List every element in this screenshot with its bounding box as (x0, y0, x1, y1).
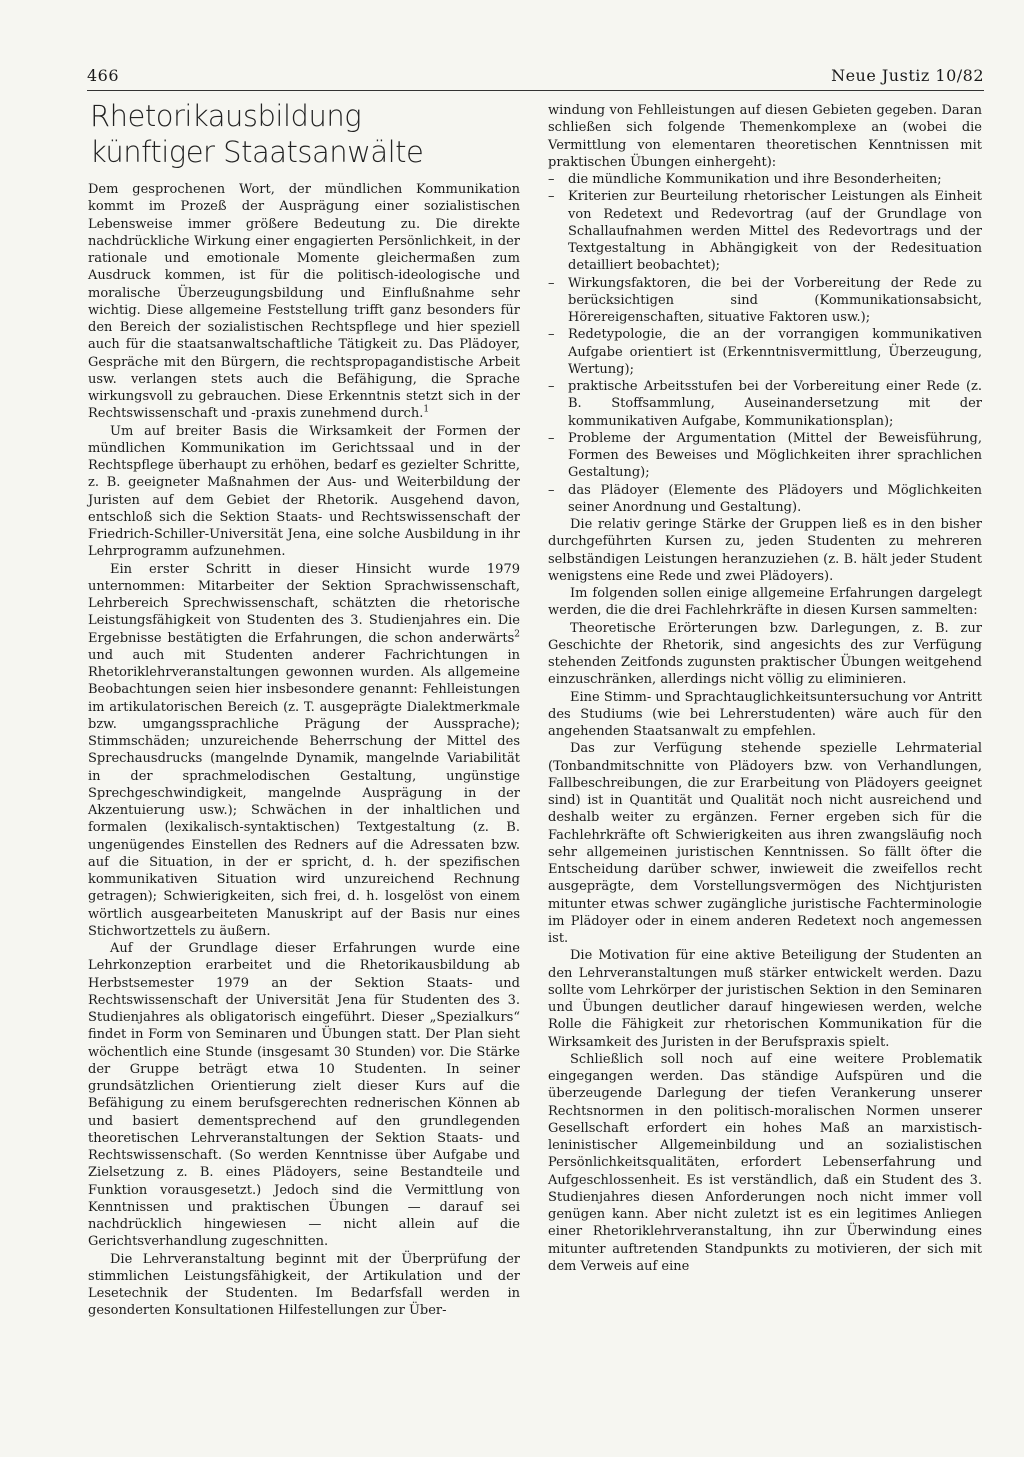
right-column (548, 102, 982, 1275)
paragraph: Das zur Verfügung stehende spezielle Lehrmaterial (Tonbandmitschnitte von Plädoyers bzw. von Verhandlungen, Fallbeschreibungen, die zur Erarbeitung von Plädoyers geeignet sind) ist in Quantität und Qualität noch nicht ausreichend und deshalb weiter zu ergänzen. Ferner ergeben sich für die Fachlehrkräfte oft Schwierigkeiten aus ihren zwangsläufig noch sehr allgemeinen juristischen Kenntnissen. So fällt öfter die Entscheidung darüber schwer, inwieweit die zweifellos recht ausgeprägte, dem Vorstellungsvermögen des Nichtjuristen mitunter etwas schwer zugängliche juristische Fachterminologie im Plädoyer oder in einem anderen Redetext noch angemessen ist. (548, 741, 982, 946)
paragraph: windung von Fehlleistungen auf diesen Gebieten gegeben. Daran schließen sich folgende Themenkomplexe an (wobei die Vermittlung von elementaren theoretischen Kenntnissen mit praktischen Übungen einhergeht): (548, 103, 982, 170)
paragraph: Ein erster Schritt in dieser Hinsicht wurde 1979 unternommen: Mitarbeiter der Sektion Sprachwissenschaft, Lehrbereich Sprechwissenschaft, schätzten die rhetorische Leistungsfähigkeit von Studenten des 3. Studienjahres ein. Die Ergebnisse bestätigten die Erfahrungen, die schon anderwärts$^2$ und auch mit Studenten anderer Fachrichtungen in Rhetoriklehrveranstaltungen gewonnen wurden. Als allgemeine Beobachtungen seien hier insbesondere genannt: Fehlleistungen im artikulatorischen Bereich (z. T. ausgeprägte Dialektmerkmale bzw. umgangssprachliche Prägung der Aussprache); Stimmschäden; unzureichende Beherrschung der Mittel des Sprechausdrucks (mangelnde Dynamik, mangelnde Variabilität in der sprachmelodischen Gestaltung, ungünstige Sprechgeschwindigkeit, mangelnde Ausprägung in der Akzentuierung usw.); Schwächen in der inhaltlichen und formalen (lexikalisch-syntaktischen) Textgestaltung (z. B. ungenügendes Einstellen des Redners auf die Adressaten bzw. auf die Situation, in der er spricht, d. h. der spezifischen kommunikativen Situation wird unzureichend Rechnung getragen); Schwierigkeiten, sich frei, d. h. losgelöst von einem wörtlich ausgearbeiteten Manuskript auf der Basis nur eines Stichwortzettels zu äußern. (88, 561, 520, 939)
header-rule (87, 90, 984, 91)
paragraph: Eine Stimm- und Sprachtauglichkeitsuntersuchung vor Antritt des Studiums (wie bei Lehrerstudenten) wäre auch für den angehenden Staatsanwalt zu empfehlen. (548, 689, 982, 739)
paragraph: Die Motivation für eine aktive Beteiligung der Studenten an den Lehrveranstaltungen muß stärker entwickelt werden. Dazu sollte vom Lehrkörper der juristischen Sektion in den Seminaren und Übungen deutlicher darauf hingewiesen werden, welche Rolle die Fähigkeit zur rhetorischen Kommunikation für die Wirksamkeit des Juristen in der Berufspraxis spielt. (548, 948, 982, 1050)
paragraph: Dem gesprochenen Wort, der mündlichen Kommunikation kommt im Prozeß der Ausprägung einer sozialistischen Lebensweise immer größere Bedeutung zu. Die direkte nachdrückliche Wirkung einer engagierten Persönlichkeit, in der rationale und emotionale Momente gleichermaßen zum Ausdruck kommen, ist für die politisch-ideologische und moralische Überzeugungsbildung und Einflußnahme sehr wichtig. Diese allgemeine Feststellung trifft ganz besonders für den Bereich der sozialistischen Rechtspflege und hier speziell auch für die staatsanwaltschaftliche Tätigkeit zu. Das Plädoyer, Gespräche mit den Bürgern, die rechtspropagandistische Arbeit usw. verlangen stets auch die Befähigung, die Sprache wirkungsvoll zu gebrauchen. Diese Erkenntnis stetzt sich in der Rechtswissenschaft und -praxis zunehmend durch.$^1$ (88, 182, 520, 422)
topic-list (548, 171, 982, 516)
list-item: – Kriterien zur Beurteilung rhetorischer Leistungen als Einheit von Redetext und Redevortrag (auf der Grundlage von Schallaufnahmen werden Mittel des Redevortrags und der Textgestaltung in Abhängigkeit von der Redesituation detailliert beobachtet); (548, 188, 982, 274)
paragraph: Die relativ geringe Stärke der Gruppen ließ es in den bisher durchgeführten Kursen zu, jeden Studenten zu mehreren selbständigen Leistungen heranzuziehen (z. B. hält jeder Student wenigstens eine Rede und zwei Plädoyers). (548, 517, 982, 584)
list-item: – Redetypologie, die an der vorrangigen kommunikativen Aufgabe orientiert ist (Erkenntnisvermittlung, Überzeugung, Wertung); (548, 326, 982, 378)
page-number: 466 (87, 66, 120, 85)
paragraph: Im folgenden sollen einige allgemeine Erfahrungen dargelegt werden, die die drei Fachlehrkräfte in diesen Kursen sammelten: (548, 586, 982, 619)
list-item: – Probleme der Argumentation (Mittel der Beweisführung, Formen des Beweises und Möglichkeiten ihrer sprachlichen Gestaltung); (548, 430, 982, 482)
list-item: – die mündliche Kommunikation und ihre Besonderheiten; (548, 171, 982, 188)
paragraph: Theoretische Erörterungen bzw. Darlegungen, z. B. zur Geschichte der Rhetorik, sind angesichts des zur Verfügung stehenden Zeitfonds zugunsten praktischer Übungen weitgehend einzuschränken, allerdings nicht völlig zu eliminieren. (548, 620, 982, 688)
article-title-line-1: Rhetorikausbildung (90, 99, 362, 133)
paragraph: Schließlich soll noch auf eine weitere Problematik eingegangen werden. Das ständige Aufspüren und die überzeugende Darlegung der tiefen Verankerung unserer Rechtsnormen in den politisch-moralischen Normen unserer Gesellschaft erfordert ein hohes Maß an marxistisch-leninistischer Allgemeinbildung und an sozialistischen Persönlichkeitsqualitäten, erfordert Lebenserfahrung und Aufgeschlossenheit. Es ist verständlich, daß ein Student des 3. Studienjahres diesen Anforderungen noch nicht immer voll genügen kann. Aber nicht zuletzt ist es ein legitimes Anliegen einer Rhetoriklehrveranstaltung, ihn zur Überwindung eines mitunter auftretenden Standpunkts zu motivieren, der sich mit dem Verweis auf eine (548, 1051, 982, 1274)
paragraph: Auf der Grundlage dieser Erfahrungen wurde eine Lehrkonzeption erarbeitet und die Rhetorikausbildung ab Herbstsemester 1979 an der Sektion Staats- und Rechtswissenschaft der Universität Jena für Studenten des 3. Studienjahres als obligatorisch eingeführt. Dieser „Spezialkurs“ findet in Form von Seminaren und Übungen statt. Der Plan sieht wöchentlich eine Stunde (insgesamt 30 Stunden) vor. Die Stärke der Gruppe beträgt etwa 10 Studenten. In seiner grundsätzlichen Orientierung zielt dieser Kurs auf die Befähigung zu einem berufsgerechten rednerischen Können ab und basiert dementsprechend auf den grundlegenden theoretischen Lehrveranstaltungen der Sektion Staats- und Rechtswissenschaft. (So werden Kenntnisse über Aufgabe und Zielsetzung z. B. eines Plädoyers, seine Bestandteile und Funktion vorausgesetzt.) Jedoch sind die Vermittlung von Kenntnissen und praktischen Übungen — darauf sei nachdrücklich hingewiesen — nicht allein auf die Gerichtsverhandlung zugeschnitten. (88, 941, 520, 1250)
article-title-line-2: künftiger Staatsanwälte (90, 135, 424, 169)
paragraph: Die Lehrveranstaltung beginnt mit der Überprüfung der stimmlichen Leistungsfähigkeit, der Artikulation und der Lesetechnik der Studenten. Im Bedarfsfall werden in gesonderten Konsultationen Hilfestellungen zur Über- (88, 1251, 520, 1319)
left-column (88, 181, 520, 1320)
paragraph: Um auf breiter Basis die Wirksamkeit der Formen der mündlichen Kommunikation im Gerichtssaal und in der Rechtspflege überhaupt zu erhöhen, bedarf es gezielter Schritte, z. B. geeigneter Maßnahmen der Aus- und Weiterbildung der Juristen auf dem Gebiet der Rhetorik. Ausgehend davon, entschloß sich die Sektion Staats- und Rechtswissenschaft der Friedrich-Schiller-Universität Jena, eine solche Ausbildung in ihr Lehrprogramm aufzunehmen. (88, 423, 520, 560)
footnote-ref: 1 (423, 404, 430, 415)
list-item: – praktische Arbeitsstufen bei der Vorbereitung einer Rede (z. B. Stoffsammlung, Auseinandersetzung mit der kommunikativen Aufgabe, Kommunikationsplan); (548, 378, 982, 430)
list-item: – das Plädoyer (Elemente des Plädoyers und Möglichkeiten seiner Anordnung und Gestaltung). (548, 482, 982, 517)
article-title (90, 98, 510, 170)
list-item: – Wirkungsfaktoren, die bei der Vorbereitung der Rede zu berücksichtigen sind (Kommunikationsabsicht, Hörereigenschaften, situative Faktoren usw.); (548, 275, 982, 327)
footnote-ref: 2 (514, 629, 520, 640)
journal-issue: Neue Justiz 10/82 (831, 66, 984, 85)
